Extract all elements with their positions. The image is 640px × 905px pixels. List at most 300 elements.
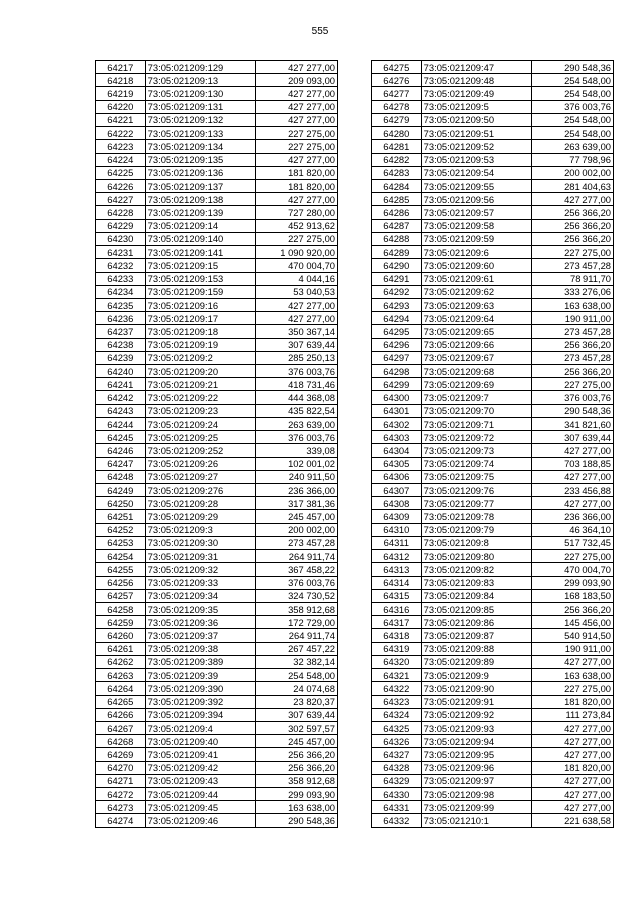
table-row — [372, 61, 614, 74]
row-number: 64240 — [96, 365, 146, 378]
cadastral-number: 73:05:021209:2 — [145, 351, 255, 364]
table-row — [372, 338, 614, 351]
cadastral-number: 73:05:021209:30 — [145, 536, 255, 549]
table-row — [96, 431, 338, 444]
row-number: 64265 — [96, 695, 146, 708]
table-row — [96, 761, 338, 774]
row-number: 64306 — [372, 470, 422, 483]
value-amount: 227 275,00 — [255, 232, 337, 245]
table-row — [372, 457, 614, 470]
row-number: 64285 — [372, 193, 422, 206]
row-number: 64290 — [372, 259, 422, 272]
value-amount: 181 820,00 — [531, 695, 613, 708]
row-number: 64244 — [96, 417, 146, 430]
table-row — [372, 497, 614, 510]
value-amount: 324 730,52 — [255, 589, 337, 602]
value-amount: 376 003,76 — [255, 365, 337, 378]
value-amount: 163 638,00 — [255, 801, 337, 814]
table-row — [96, 74, 338, 87]
cadastral-number: 73:05:021209:40 — [145, 735, 255, 748]
table-row — [96, 523, 338, 536]
table-row — [96, 550, 338, 563]
table-row — [372, 312, 614, 325]
table-row — [372, 87, 614, 100]
value-amount: 376 003,76 — [255, 576, 337, 589]
row-number: 64283 — [372, 166, 422, 179]
row-number: 64324 — [372, 708, 422, 721]
cadastral-number: 73:05:021209:46 — [145, 814, 255, 827]
table-row — [96, 655, 338, 668]
value-amount: 256 366,20 — [531, 365, 613, 378]
cadastral-number: 73:05:021209:25 — [145, 431, 255, 444]
cadastral-number: 73:05:021209:130 — [145, 87, 255, 100]
table-row — [372, 153, 614, 166]
cadastral-number: 73:05:021209:4 — [145, 721, 255, 734]
table-row — [372, 232, 614, 245]
table-row — [372, 100, 614, 113]
cadastral-number: 73:05:021209:36 — [145, 616, 255, 629]
value-amount: 190 911,00 — [531, 312, 613, 325]
table-row — [372, 708, 614, 721]
cadastral-number: 73:05:021209:153 — [145, 272, 255, 285]
table-row — [372, 113, 614, 126]
table-row — [372, 629, 614, 642]
row-number: 64222 — [96, 127, 146, 140]
row-number: 64291 — [372, 272, 422, 285]
cadastral-number: 73:05:021209:276 — [145, 484, 255, 497]
cadastral-number: 73:05:021209:98 — [421, 788, 531, 801]
row-number: 64229 — [96, 219, 146, 232]
cadastral-number: 73:05:021209:77 — [421, 497, 531, 510]
cadastral-number: 73:05:021209:52 — [421, 140, 531, 153]
row-number: 64247 — [96, 457, 146, 470]
row-number: 64250 — [96, 497, 146, 510]
value-amount: 427 277,00 — [531, 748, 613, 761]
table-row — [372, 484, 614, 497]
left-cadastral-table — [95, 60, 338, 828]
table-row — [372, 695, 614, 708]
row-number: 64254 — [96, 550, 146, 563]
cadastral-number: 73:05:021209:252 — [145, 444, 255, 457]
cadastral-number: 73:05:021209:95 — [421, 748, 531, 761]
value-amount: 1 090 920,00 — [255, 246, 337, 259]
row-number: 64267 — [96, 721, 146, 734]
cadastral-number: 73:05:021209:9 — [421, 669, 531, 682]
table-row — [372, 589, 614, 602]
cadastral-number: 73:05:021209:72 — [421, 431, 531, 444]
cadastral-number: 73:05:021209:93 — [421, 721, 531, 734]
row-number: 64251 — [96, 510, 146, 523]
table-row — [96, 153, 338, 166]
cadastral-number: 73:05:021209:37 — [145, 629, 255, 642]
row-number: 64305 — [372, 457, 422, 470]
table-row — [96, 510, 338, 523]
value-amount: 540 914,50 — [531, 629, 613, 642]
table-row — [372, 272, 614, 285]
value-amount: 221 638,58 — [531, 814, 613, 827]
row-number: 64310 — [372, 523, 422, 536]
row-number: 64318 — [372, 629, 422, 642]
cadastral-number: 73:05:021209:24 — [145, 417, 255, 430]
table-row — [372, 365, 614, 378]
table-row — [372, 682, 614, 695]
row-number: 64329 — [372, 774, 422, 787]
table-row — [96, 100, 338, 113]
cadastral-number: 73:05:021209:389 — [145, 655, 255, 668]
cadastral-number: 73:05:021209:83 — [421, 576, 531, 589]
value-amount: 350 367,14 — [255, 325, 337, 338]
table-row — [96, 179, 338, 192]
cadastral-number: 73:05:021209:62 — [421, 285, 531, 298]
row-number: 64225 — [96, 166, 146, 179]
row-number: 64279 — [372, 113, 422, 126]
row-number: 64248 — [96, 470, 146, 483]
value-amount: 256 366,20 — [255, 748, 337, 761]
value-amount: 427 277,00 — [531, 655, 613, 668]
cadastral-number: 73:05:021209:18 — [145, 325, 255, 338]
cadastral-number: 73:05:021209:134 — [145, 140, 255, 153]
table-row — [372, 444, 614, 457]
row-number: 64219 — [96, 87, 146, 100]
value-amount: 273 457,28 — [531, 351, 613, 364]
value-amount: 727 280,00 — [255, 206, 337, 219]
cadastral-number: 73:05:021209:21 — [145, 378, 255, 391]
cadastral-number: 73:05:021209:87 — [421, 629, 531, 642]
row-number: 64239 — [96, 351, 146, 364]
value-amount: 254 548,00 — [255, 669, 337, 682]
row-number: 64223 — [96, 140, 146, 153]
table-row — [372, 206, 614, 219]
table-row — [372, 550, 614, 563]
table-row — [372, 616, 614, 629]
row-number: 64259 — [96, 616, 146, 629]
row-number: 64307 — [372, 484, 422, 497]
cadastral-number: 73:05:021210:1 — [421, 814, 531, 827]
cadastral-number: 73:05:021209:3 — [145, 523, 255, 536]
row-number: 64260 — [96, 629, 146, 642]
table-row — [96, 788, 338, 801]
table-row — [96, 457, 338, 470]
row-number: 64228 — [96, 206, 146, 219]
row-number: 64332 — [372, 814, 422, 827]
cadastral-number: 73:05:021209:33 — [145, 576, 255, 589]
row-number: 64309 — [372, 510, 422, 523]
value-amount: 358 912,68 — [255, 602, 337, 615]
cadastral-number: 73:05:021209:92 — [421, 708, 531, 721]
value-amount: 227 275,00 — [531, 682, 613, 695]
table-row — [372, 523, 614, 536]
value-amount: 307 639,44 — [531, 431, 613, 444]
table-row — [96, 470, 338, 483]
table-row — [96, 206, 338, 219]
row-number: 64308 — [372, 497, 422, 510]
row-number: 64263 — [96, 669, 146, 682]
cadastral-number: 73:05:021209:49 — [421, 87, 531, 100]
cadastral-number: 73:05:021209:61 — [421, 272, 531, 285]
value-amount: 168 183,50 — [531, 589, 613, 602]
cadastral-number: 73:05:021209:27 — [145, 470, 255, 483]
row-number: 64245 — [96, 431, 146, 444]
value-amount: 245 457,00 — [255, 735, 337, 748]
table-row — [96, 642, 338, 655]
value-amount: 290 548,36 — [255, 814, 337, 827]
value-amount: 256 366,20 — [531, 219, 613, 232]
value-amount: 281 404,63 — [531, 179, 613, 192]
cadastral-number: 73:05:021209:75 — [421, 470, 531, 483]
table-row — [96, 338, 338, 351]
cadastral-number: 73:05:021209:26 — [145, 457, 255, 470]
value-amount: 427 277,00 — [255, 61, 337, 74]
cadastral-number: 73:05:021209:42 — [145, 761, 255, 774]
cadastral-number: 73:05:021209:392 — [145, 695, 255, 708]
cadastral-number: 73:05:021209:44 — [145, 788, 255, 801]
row-number: 64311 — [372, 536, 422, 549]
row-number: 64288 — [372, 232, 422, 245]
row-number: 64316 — [372, 602, 422, 615]
cadastral-number: 73:05:021209:91 — [421, 695, 531, 708]
row-number: 64275 — [372, 61, 422, 74]
cadastral-number: 73:05:021209:69 — [421, 378, 531, 391]
row-number: 64273 — [96, 801, 146, 814]
value-amount: 236 366,00 — [531, 510, 613, 523]
cadastral-number: 73:05:021209:54 — [421, 166, 531, 179]
table-row — [96, 801, 338, 814]
cadastral-number: 73:05:021209:86 — [421, 616, 531, 629]
cadastral-number: 73:05:021209:47 — [421, 61, 531, 74]
value-amount: 256 366,20 — [531, 206, 613, 219]
value-amount: 376 003,76 — [531, 100, 613, 113]
table-row — [96, 669, 338, 682]
cadastral-number: 73:05:021209:390 — [145, 682, 255, 695]
cadastral-number: 73:05:021209:32 — [145, 563, 255, 576]
table-row — [96, 497, 338, 510]
cadastral-number: 73:05:021209:51 — [421, 127, 531, 140]
value-amount: 358 912,68 — [255, 774, 337, 787]
table-row — [96, 576, 338, 589]
table-row — [372, 140, 614, 153]
table-row — [96, 351, 338, 364]
cadastral-number: 73:05:021209:34 — [145, 589, 255, 602]
row-number: 64300 — [372, 391, 422, 404]
value-amount: 78 911,70 — [531, 272, 613, 285]
value-amount: 23 820,37 — [255, 695, 337, 708]
table-row — [372, 669, 614, 682]
value-amount: 418 731,46 — [255, 378, 337, 391]
cadastral-number: 73:05:021209:41 — [145, 748, 255, 761]
value-amount: 299 093,90 — [531, 576, 613, 589]
value-amount: 427 277,00 — [255, 153, 337, 166]
cadastral-number: 73:05:021209:135 — [145, 153, 255, 166]
value-amount: 102 001,02 — [255, 457, 337, 470]
cadastral-number: 73:05:021209:59 — [421, 232, 531, 245]
value-amount: 256 366,20 — [531, 602, 613, 615]
row-number: 64238 — [96, 338, 146, 351]
row-number: 64292 — [372, 285, 422, 298]
value-amount: 46 364,10 — [531, 523, 613, 536]
row-number: 64249 — [96, 484, 146, 497]
value-amount: 181 820,00 — [255, 179, 337, 192]
value-amount: 307 639,44 — [255, 708, 337, 721]
value-amount: 517 732,45 — [531, 536, 613, 549]
table-row — [372, 166, 614, 179]
value-amount: 233 456,88 — [531, 484, 613, 497]
row-number: 64293 — [372, 298, 422, 311]
cadastral-number: 73:05:021209:7 — [421, 391, 531, 404]
table-row — [372, 788, 614, 801]
value-amount: 145 456,00 — [531, 616, 613, 629]
value-amount: 470 004,70 — [531, 563, 613, 576]
row-number: 64261 — [96, 642, 146, 655]
value-amount: 339,08 — [255, 444, 337, 457]
row-number: 64295 — [372, 325, 422, 338]
cadastral-number: 73:05:021209:60 — [421, 259, 531, 272]
table-row — [96, 748, 338, 761]
value-amount: 299 093,90 — [255, 788, 337, 801]
cadastral-number: 73:05:021209:58 — [421, 219, 531, 232]
row-number: 64272 — [96, 788, 146, 801]
value-amount: 376 003,76 — [255, 431, 337, 444]
value-amount: 163 638,00 — [531, 298, 613, 311]
row-number: 64217 — [96, 61, 146, 74]
row-number: 64286 — [372, 206, 422, 219]
row-number: 64302 — [372, 417, 422, 430]
cadastral-number: 73:05:021209:137 — [145, 179, 255, 192]
table-row — [96, 365, 338, 378]
row-number: 64331 — [372, 801, 422, 814]
cadastral-number: 73:05:021209:8 — [421, 536, 531, 549]
row-number: 64301 — [372, 404, 422, 417]
table-row — [96, 312, 338, 325]
table-row — [96, 417, 338, 430]
value-amount: 273 457,28 — [255, 536, 337, 549]
value-amount: 703 188,85 — [531, 457, 613, 470]
value-amount: 427 277,00 — [255, 100, 337, 113]
row-number: 64224 — [96, 153, 146, 166]
row-number: 64330 — [372, 788, 422, 801]
table-row — [372, 470, 614, 483]
row-number: 64268 — [96, 735, 146, 748]
cadastral-number: 73:05:021209:71 — [421, 417, 531, 430]
row-number: 64304 — [372, 444, 422, 457]
row-number: 64231 — [96, 246, 146, 259]
cadastral-number: 73:05:021209:39 — [145, 669, 255, 682]
value-amount: 290 548,36 — [531, 61, 613, 74]
cadastral-number: 73:05:021209:43 — [145, 774, 255, 787]
table-row — [372, 510, 614, 523]
cadastral-number: 73:05:021209:70 — [421, 404, 531, 417]
value-amount: 53 040,53 — [255, 285, 337, 298]
cadastral-number: 73:05:021209:129 — [145, 61, 255, 74]
cadastral-number: 73:05:021209:5 — [421, 100, 531, 113]
row-number: 64327 — [372, 748, 422, 761]
row-number: 64235 — [96, 298, 146, 311]
table-row — [96, 774, 338, 787]
value-amount: 200 002,00 — [255, 523, 337, 536]
value-amount: 367 458,22 — [255, 563, 337, 576]
row-number: 64317 — [372, 616, 422, 629]
cadastral-number: 73:05:021209:138 — [145, 193, 255, 206]
value-amount: 307 639,44 — [255, 338, 337, 351]
value-amount: 427 277,00 — [531, 721, 613, 734]
cadastral-number: 73:05:021209:14 — [145, 219, 255, 232]
cadastral-number: 73:05:021209:48 — [421, 74, 531, 87]
table-row — [96, 113, 338, 126]
table-row — [96, 232, 338, 245]
cadastral-number: 73:05:021209:131 — [145, 100, 255, 113]
cadastral-number: 73:05:021209:73 — [421, 444, 531, 457]
cadastral-number: 73:05:021209:38 — [145, 642, 255, 655]
row-number: 64241 — [96, 378, 146, 391]
table-row — [96, 735, 338, 748]
row-number: 64233 — [96, 272, 146, 285]
row-number: 64221 — [96, 113, 146, 126]
cadastral-number: 73:05:021209:56 — [421, 193, 531, 206]
table-row — [96, 589, 338, 602]
table-row — [372, 179, 614, 192]
cadastral-number: 73:05:021209:20 — [145, 365, 255, 378]
row-number: 64220 — [96, 100, 146, 113]
value-amount: 341 821,60 — [531, 417, 613, 430]
table-row — [372, 417, 614, 430]
value-amount: 470 004,70 — [255, 259, 337, 272]
value-amount: 245 457,00 — [255, 510, 337, 523]
row-number: 64253 — [96, 536, 146, 549]
row-number: 64255 — [96, 563, 146, 576]
cadastral-number: 73:05:021209:74 — [421, 457, 531, 470]
cadastral-number: 73:05:021209:159 — [145, 285, 255, 298]
cadastral-number: 73:05:021209:15 — [145, 259, 255, 272]
row-number: 64269 — [96, 748, 146, 761]
cadastral-number: 73:05:021209:90 — [421, 682, 531, 695]
row-number: 64278 — [372, 100, 422, 113]
table-row — [96, 629, 338, 642]
value-amount: 200 002,00 — [531, 166, 613, 179]
cadastral-number: 73:05:021209:85 — [421, 602, 531, 615]
row-number: 64282 — [372, 153, 422, 166]
cadastral-number: 73:05:021209:139 — [145, 206, 255, 219]
cadastral-number: 73:05:021209:29 — [145, 510, 255, 523]
cadastral-number: 73:05:021209:78 — [421, 510, 531, 523]
table-row — [96, 246, 338, 259]
value-amount: 236 366,00 — [255, 484, 337, 497]
table-row — [372, 721, 614, 734]
value-amount: 263 639,00 — [531, 140, 613, 153]
cadastral-number: 73:05:021209:57 — [421, 206, 531, 219]
row-number: 64243 — [96, 404, 146, 417]
row-number: 64277 — [372, 87, 422, 100]
cadastral-number: 73:05:021209:79 — [421, 523, 531, 536]
table-row — [96, 140, 338, 153]
table-row — [372, 351, 614, 364]
cadastral-number: 73:05:021209:53 — [421, 153, 531, 166]
row-number: 64323 — [372, 695, 422, 708]
value-amount: 427 277,00 — [531, 444, 613, 457]
table-row — [96, 721, 338, 734]
table-row — [372, 642, 614, 655]
row-number: 64234 — [96, 285, 146, 298]
value-amount: 227 275,00 — [255, 127, 337, 140]
value-amount: 227 275,00 — [531, 246, 613, 259]
row-number: 64252 — [96, 523, 146, 536]
row-number: 64287 — [372, 219, 422, 232]
table-row — [96, 259, 338, 272]
row-number: 64312 — [372, 550, 422, 563]
table-row — [372, 814, 614, 827]
table-row — [372, 391, 614, 404]
right-cadastral-table — [371, 60, 614, 828]
row-number: 64319 — [372, 642, 422, 655]
table-row — [372, 735, 614, 748]
